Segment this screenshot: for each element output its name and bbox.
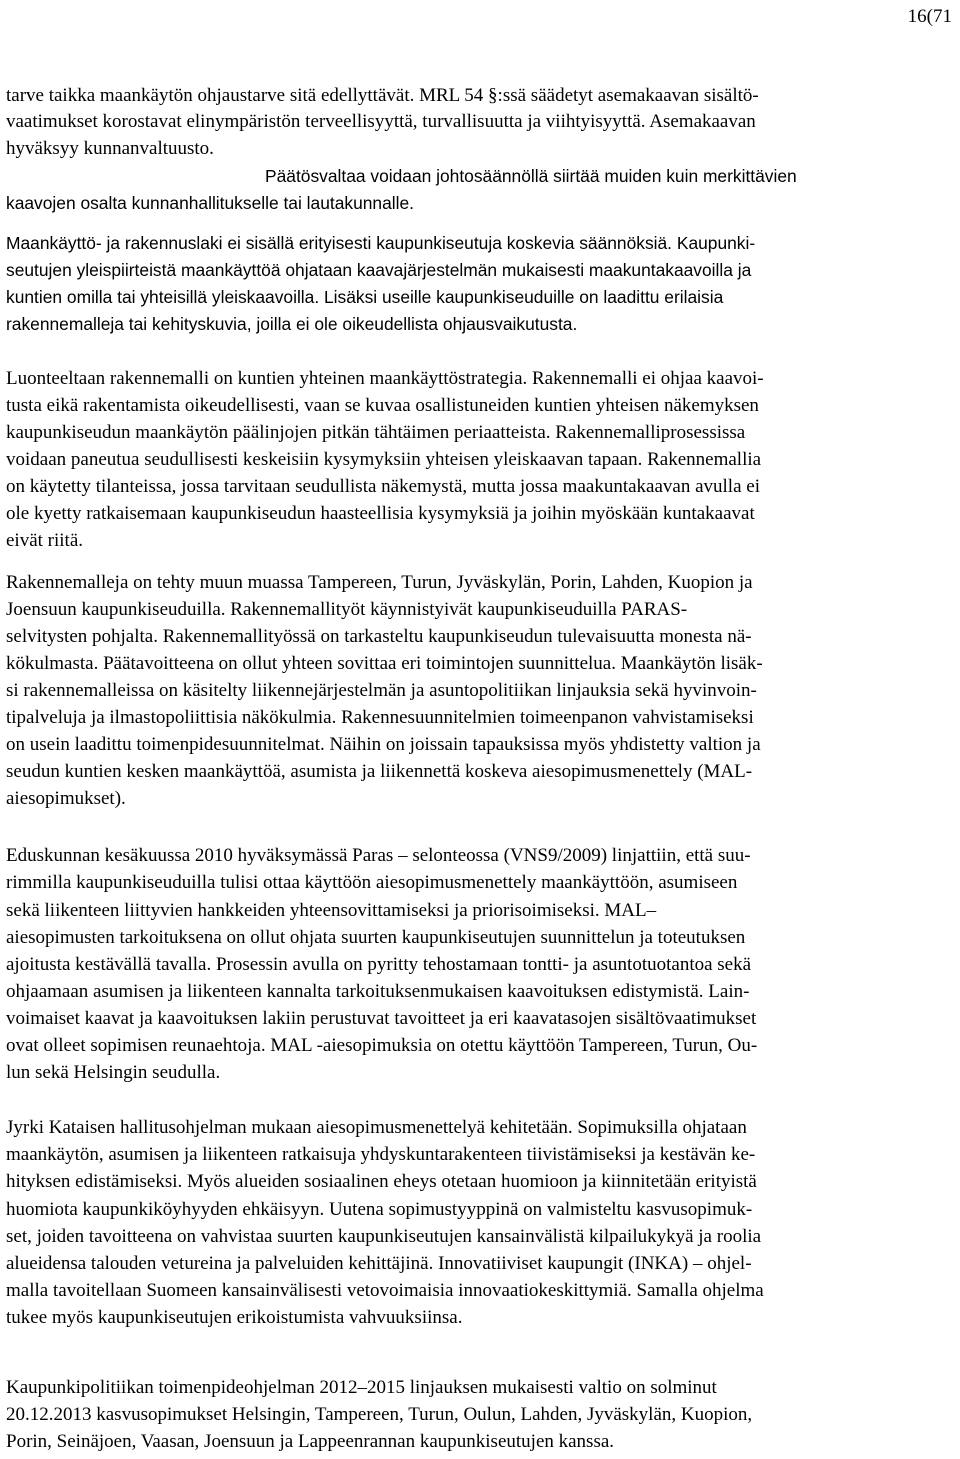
text-line: tarve taikka maankäytön ohjaustarve sitä edellyttävät. MRL 54 §:ssä säädetyt asemakaavan sisältö- bbox=[6, 85, 759, 106]
text-line: hityksen edistämiseksi. Myös alueiden sosiaalinen eheys otetaan huomioon ja kiinnitetään erityistä bbox=[6, 1171, 757, 1192]
text-line: vaatimukset korostavat elinympäristön terveellisyyttä, turvallisuutta ja viihtyisyyttä. Asemakaavan bbox=[6, 111, 756, 132]
text-line: ovat olleet sopimisen reunaehtoja. MAL -aiesopimuksia on otettu käyttöön Tampereen, Turun, Ou- bbox=[6, 1035, 758, 1056]
text-line: aiesopimukset). bbox=[6, 788, 126, 809]
text-line: Joensuun kaupunkiseuduilla. Rakennemallityöt käynnistyivät kaupunkiseuduilla PARAS- bbox=[6, 599, 688, 620]
text-line: aiesopimusten tarkoituksena on ollut ohjata suurten kaupunkiseutujen suunnittelun ja toteutuksen bbox=[6, 927, 746, 948]
text-line: 20.12.2013 kasvusopimukset Helsingin, Tampereen, Turun, Oulun, Lahden, Jyväskylän, Kuopion, bbox=[6, 1404, 753, 1425]
text-line: on usein laadittu toimenpidesuunnitelmat. Näihin on joissain tapauksissa myös yhdistetty valtion ja bbox=[6, 734, 761, 755]
text-line: Päätösvaltaa voidaan johtosäännöllä siirtää muiden kuin merkittävien bbox=[265, 166, 797, 186]
text-line: Rakennemalleja on tehty muun muassa Tampereen, Turun, Jyväskylän, Porin, Lahden, Kuopion ja bbox=[6, 572, 753, 593]
page-number: 16(71 bbox=[907, 6, 952, 27]
text-line: voimaiset kaavat ja kaavoituksen lakiin perustuvat tavoitteet ja eri kaavatasojen sisältövaatimukset bbox=[6, 1008, 757, 1029]
text-line: kaavojen osalta kunnanhallitukselle tai lautakunnalle. bbox=[6, 193, 414, 213]
text-line: eivät riitä. bbox=[6, 530, 84, 551]
text-line: lun sekä Helsingin seudulla. bbox=[6, 1062, 221, 1083]
text-line: malla tavoitellaan Suomeen kansainvälisesti vetovoimaisia innovaatiokeskittymiä. Samalla ohjelma bbox=[6, 1280, 764, 1301]
text-line: Luonteeltaan rakennemalli on kuntien yhteinen maankäyttöstrategia. Rakennemalli ei ohjaa kaavoi- bbox=[6, 368, 764, 389]
text-line: selvitysten pohjalta. Rakennemallityössä on tarkasteltu kaupunkiseudun tulevaisuutta monesta nä- bbox=[6, 626, 752, 647]
text-line: sekä liikenteen liittyvien hankkeiden yhteensovittamiseksi ja priorisoimiseksi. MAL– bbox=[6, 900, 657, 921]
text-line: tipalveluja ja ilmastopoliittisia näkökulmia. Rakennesuunnitelmien toimeenpanon vahvistamiseksi bbox=[6, 707, 754, 728]
text-line: ajoitusta kestävällä tavalla. Prosessin avulla on pyritty tehostamaan tontti- ja asuntotuotantoa sekä bbox=[6, 954, 752, 975]
text-line: Eduskunnan kesäkuussa 2010 hyväksymässä Paras – selonteossa (VNS9/2009) linjattiin, että suu- bbox=[6, 845, 751, 866]
text-line: ohjaamaan asumisen ja liikenteen kannalta tarkoituksenmukaisen kaavoituksen edistymistä. Lain- bbox=[6, 981, 750, 1002]
text-line: alueidensa talouden vetureina ja palveluiden kehittäjinä. Innovatiiviset kaupungit (INKA) – ohjel- bbox=[6, 1253, 752, 1274]
text-line: maankäytön, asumisen ja liikenteen ratkaisuja yhdyskuntarakenteen tiivistämiseksi ja kestävän ke- bbox=[6, 1144, 756, 1165]
text-line: seudun kuntien kesken maankäyttöä, asumista ja liikennettä koskeva aiesopimusmenettely (MAL- bbox=[6, 761, 753, 782]
text-line: voidaan paneutua seudullisesti keskeisiin kysymyksiin yhteisen yleiskaavan tapaan. Rakennemallia bbox=[6, 449, 762, 470]
text-line: kökulmasta. Päätavoitteena on ollut yhteen sovittaa eri toimintojen suunnittelua. Maankäytön lisäk- bbox=[6, 653, 763, 674]
text-line: huomiota kaupunkiköyhyyden ehkäisyyn. Uutena sopimustyyppinä on valmisteltu kasvusopimuk- bbox=[6, 1199, 753, 1220]
text-line: ole kyetty ratkaisemaan kaupunkiseudun haasteellisia kysymyksiä ja joihin myöskään kuntakaavat bbox=[6, 503, 755, 524]
text-line: set, joiden tavoitteena on vahvistaa suurten kaupunkiseutujen kansainvälistä kilpailukykyä ja roolia bbox=[6, 1226, 762, 1247]
text-line: Jyrki Kataisen hallitusohjelman mukaan aiesopimusmenettelyä kehitetään. Sopimuksilla ohjataan bbox=[6, 1117, 747, 1138]
text-line: si rakennemalleissa on käsitelty liikennejärjestelmän ja asuntopolitiikan linjauksia sekä hyvinvoin- bbox=[6, 680, 757, 701]
text-line: tusta eikä rakentamista oikeudellisesti, vaan se kuvaa osallistuneiden kuntien yhteisen näkemyksen bbox=[6, 395, 759, 416]
text-line: Kaupunkipolitiikan toimenpideohjelman 2012–2015 linjauksen mukaisesti valtio on solminut bbox=[6, 1377, 717, 1398]
text-line: on käytetty tilanteissa, jossa tarvitaan seudullista näkemystä, mutta jossa maakuntakaavan avulla ei bbox=[6, 476, 760, 497]
text-line: kuntien omilla tai yhteisillä yleiskaavoilla. Lisäksi useille kaupunkiseuduille on laadittu erilaisia bbox=[6, 287, 724, 307]
text-line: seutujen yleispiirteistä maankäyttöä ohjataan kaavajärjestelmän mukaisesti maakuntakaavoilla ja bbox=[6, 260, 752, 280]
text-line: tukee myös kaupunkiseutujen erikoistumista vahvuuksiinsa. bbox=[6, 1307, 463, 1328]
text-line: rimmilla kaupunkiseuduilla tulisi ottaa käyttöön aiesopimusmenettely maankäyttöön, asumiseen bbox=[6, 872, 738, 893]
text-line: hyväksyy kunnanvaltuusto. bbox=[6, 138, 214, 159]
text-line: rakennemalleja tai kehityskuvia, joilla ei ole oikeudellista ohjausvaikutusta. bbox=[6, 314, 578, 334]
text-line: Maankäyttö- ja rakennuslaki ei sisällä erityisesti kaupunkiseutuja koskevia säännöksiä. Kaupunki- bbox=[6, 233, 756, 253]
text-line: kaupunkiseudun maankäytön päälinjojen pitkän tähtäimen periaatteista. Rakennemalliprosessissa bbox=[6, 422, 746, 443]
text-line: Porin, Seinäjoen, Vaasan, Joensuun ja Lappeenrannan kaupunkiseutujen kanssa. bbox=[6, 1431, 615, 1452]
